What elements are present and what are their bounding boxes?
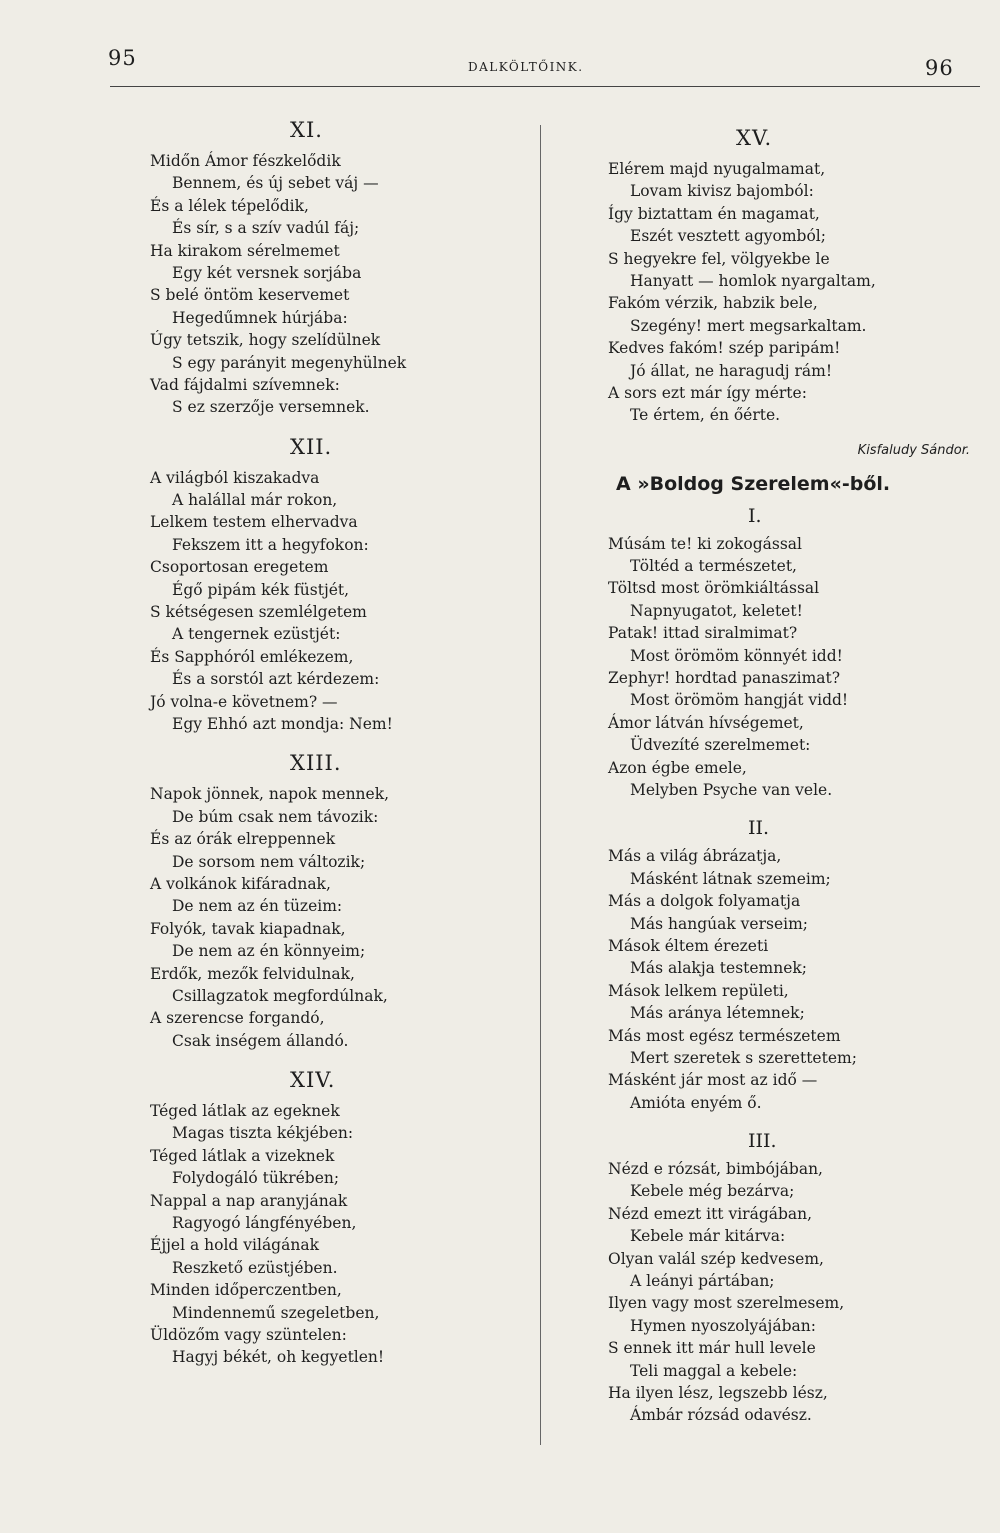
poem-title: XI.	[290, 118, 323, 142]
poem-line: Bennem, és új sebet váj —	[172, 174, 379, 193]
poem-line: Téged látlak a vizeknek	[150, 1146, 335, 1165]
poem-line: Téged látlak az egeknek	[150, 1102, 340, 1121]
poem-block	[150, 1068, 520, 1369]
poem-line: Teli maggal a kebele:	[630, 1361, 798, 1380]
poem-line: Nappal a nap aranyjának	[150, 1191, 348, 1210]
poem-line: Másként látnak szemeim;	[630, 869, 831, 888]
poem-title: XII.	[290, 434, 333, 459]
poem-line: Csoportosan eregetem	[150, 558, 329, 577]
poem-line: És Sapphóról emlékezem,	[150, 647, 354, 666]
poem-line: Lelkem testem elhervadva	[150, 513, 358, 532]
poem-line: S egy parányit megenyhülnek	[172, 353, 407, 372]
poem-line: Fakóm vérzik, habzik bele,	[608, 294, 818, 313]
poem-line: Folydogáló tükrében;	[172, 1169, 340, 1188]
poem-line: A leányi pártában;	[630, 1272, 775, 1291]
poem-line: Midőn Ámor fészkelődik	[150, 152, 341, 170]
poem-line: Hegedűmnek húrjába:	[172, 308, 348, 327]
poem-line: Jó volna-e követnem? —	[150, 692, 338, 711]
poem-block	[150, 435, 520, 736]
poem-title: I.	[748, 504, 762, 527]
poem-line: Napok jönnek, napok mennek,	[150, 785, 390, 804]
poem-line: Most örömöm könnyét idd!	[630, 646, 843, 665]
section-heading: A »Boldog Szerelem«-ből.	[616, 472, 891, 495]
poem-line: Mindennemű szegeletben,	[172, 1303, 380, 1322]
poem-block	[150, 751, 520, 1052]
poem-line: Amióta enyém ő.	[630, 1093, 762, 1112]
poem-line: A halállal már rokon,	[172, 491, 338, 510]
poem-line: És az órák elreppennek	[150, 830, 336, 849]
poem-line: Hymen nyoszolyájában:	[630, 1316, 816, 1335]
poem-title: III.	[748, 1130, 777, 1153]
column-divider	[540, 125, 541, 1445]
poem-line: Magas tiszta kékjében:	[172, 1124, 354, 1143]
poem-line: Kedves fakóm! szép paripám!	[608, 339, 841, 358]
poem-line: A világból kiszakadva	[150, 468, 320, 487]
poem-line: Ha kirakom sérelmemet	[150, 241, 340, 260]
poem-line: S belé öntöm keservemet	[150, 286, 350, 305]
poem-line: Mások éltem érezeti	[608, 936, 769, 955]
poem-line: Szegény! mert megsarkaltam.	[630, 316, 867, 335]
poem-line: Csillagzatok megfordúlnak,	[172, 986, 388, 1005]
poem-line: Folyók, tavak kiapadnak,	[150, 919, 346, 938]
poem-line: S kétségesen szemlélgetem	[150, 603, 367, 622]
poem-line: Vad fájdalmi szívemnek:	[150, 375, 340, 394]
poem-line: Egy Ehhó azt mondja: Nem!	[172, 714, 393, 733]
poem-line: A tengernek ezüstjét:	[172, 625, 341, 644]
poem-line: Töltsd most örömkiáltással	[608, 579, 820, 598]
poem-line: Zephyr! hordtad panaszimat?	[608, 669, 841, 688]
poem-line: Más aránya létemnek;	[630, 1004, 805, 1023]
poem-line: S hegyekre fel, völgyekbe le	[608, 249, 830, 268]
poem-line: Hanyatt — homlok nyargaltam,	[630, 271, 876, 290]
poem-part	[608, 505, 978, 802]
poem-line: A szerencse forgandó,	[150, 1009, 325, 1028]
poem-line: Így biztattam én magamat,	[608, 204, 820, 223]
poem-line: Nézd e rózsát, bimbójában,	[608, 1160, 823, 1179]
poem-line: Azon égbe emele,	[608, 758, 747, 777]
author-signature: Kisfaludy Sándor.	[857, 442, 970, 458]
poem-line: S ennek itt már hull levele	[608, 1339, 816, 1358]
poem-line: Most örömöm hangját vidd!	[630, 691, 849, 710]
poem-line: Ilyen vagy most szerelmesem,	[608, 1294, 845, 1313]
poem-line: És a lélek tépelődik,	[150, 196, 309, 215]
poem-line: Fekszem itt a hegyfokon:	[172, 535, 369, 554]
poem-line: És sír, s a szív vadúl fáj;	[172, 219, 360, 238]
poem-block	[150, 118, 520, 419]
poem-line: Patak! ittad siralmimat?	[608, 624, 798, 643]
poem-line: Más a dolgok folyamatja	[608, 892, 801, 911]
poem-line: Hagyj békét, oh kegyetlen!	[172, 1348, 385, 1367]
poem-line: Ámbár rózsád odavész.	[630, 1406, 812, 1425]
left-column	[150, 118, 520, 1385]
poem-line: Kebele még bezárva;	[630, 1182, 795, 1201]
page-number-left: 95	[108, 46, 137, 70]
poem-line: Te értem, én őérte.	[630, 406, 781, 425]
poem-line: Eszét vesztett agyomból;	[630, 227, 826, 246]
poem-line: Nézd emezt itt virágában,	[608, 1204, 813, 1223]
running-title: DALKÖLTŐINK.	[468, 60, 584, 74]
poem-line: Reszkető ezüstjében.	[172, 1258, 338, 1277]
poem-part	[608, 817, 978, 1114]
poem-line: Más a világ ábrázatja,	[608, 847, 782, 866]
poem-title: XIV.	[290, 1068, 336, 1093]
poem-line: Erdők, mezők felvidulnak,	[150, 964, 355, 983]
poem-line: A sors ezt már így mérte:	[608, 383, 807, 402]
poem-line: Égő pipám kék füstjét,	[172, 580, 350, 599]
poem-line: S ez szerzője versemnek.	[172, 398, 370, 417]
poem-line: Úgy tetszik, hogy szelídülnek	[150, 331, 381, 350]
poem-line: Músám te! ki zokogással	[608, 534, 802, 553]
poem-line: A volkánok kifáradnak,	[150, 874, 331, 893]
poem-line: Jó állat, ne haragudj rám!	[630, 361, 833, 380]
poem-line: Mert szeretek s szerettetem;	[630, 1048, 857, 1067]
poem-line: Más most egész természetem	[608, 1026, 841, 1045]
poem-line: Napnyugatot, keletet!	[630, 601, 803, 620]
poem-line: Ragyogó lángfényében,	[172, 1214, 357, 1233]
poem-line: Olyan valál szép kedvesem,	[608, 1249, 824, 1268]
boldog-szerelem-parts	[608, 505, 978, 1427]
poem-title: II.	[748, 817, 770, 840]
poem-line: Más hangúak verseim;	[630, 914, 809, 933]
poem-line: Ha ilyen lész, legszebb lész,	[608, 1383, 828, 1402]
poem-line: Másként jár most az idő —	[608, 1071, 818, 1090]
poem-line: Üdvezíté szerelmemet:	[630, 736, 811, 755]
poem-line: Üldözőm vagy szüntelen:	[150, 1325, 347, 1344]
poem-line: De sorsom nem változik;	[172, 852, 366, 871]
page-header	[0, 0, 1000, 100]
poem-line: És a sorstól azt kérdezem:	[172, 670, 380, 689]
poem-title: XV.	[736, 126, 773, 150]
poem-line: Csak inségem állandó.	[172, 1031, 349, 1050]
poem-line: Kebele már kitárva:	[630, 1227, 786, 1246]
poem-part	[608, 1130, 978, 1427]
header-rule	[110, 86, 980, 87]
right-column	[608, 126, 978, 1443]
page-number-right: 96	[925, 56, 954, 80]
poem-line: Egy két versnek sorjába	[172, 263, 362, 282]
poem-line: Minden időperczentben,	[150, 1281, 342, 1300]
poem-line: Ámor látván hívségemet,	[608, 713, 804, 732]
poem-xv	[608, 126, 978, 427]
poem-line: Elérem majd nyugalmamat,	[608, 160, 826, 178]
poem-line: Más alakja testemnek;	[630, 959, 808, 978]
poem-title: XIII.	[290, 751, 342, 776]
poem-line: Éjjel a hold világának	[150, 1236, 319, 1255]
poem-line: Töltéd a természetet,	[630, 557, 797, 576]
poem-line: De nem az én könnyeim;	[172, 942, 366, 961]
poem-line: Mások lelkem repületi,	[608, 981, 789, 1000]
poem-line: Melyben Psyche van vele.	[630, 780, 833, 799]
poem-line: Lovam kivisz bajomból:	[630, 182, 814, 201]
poem-line: De nem az én tüzeim:	[172, 897, 343, 916]
poem-line: De búm csak nem távozik:	[172, 807, 379, 826]
